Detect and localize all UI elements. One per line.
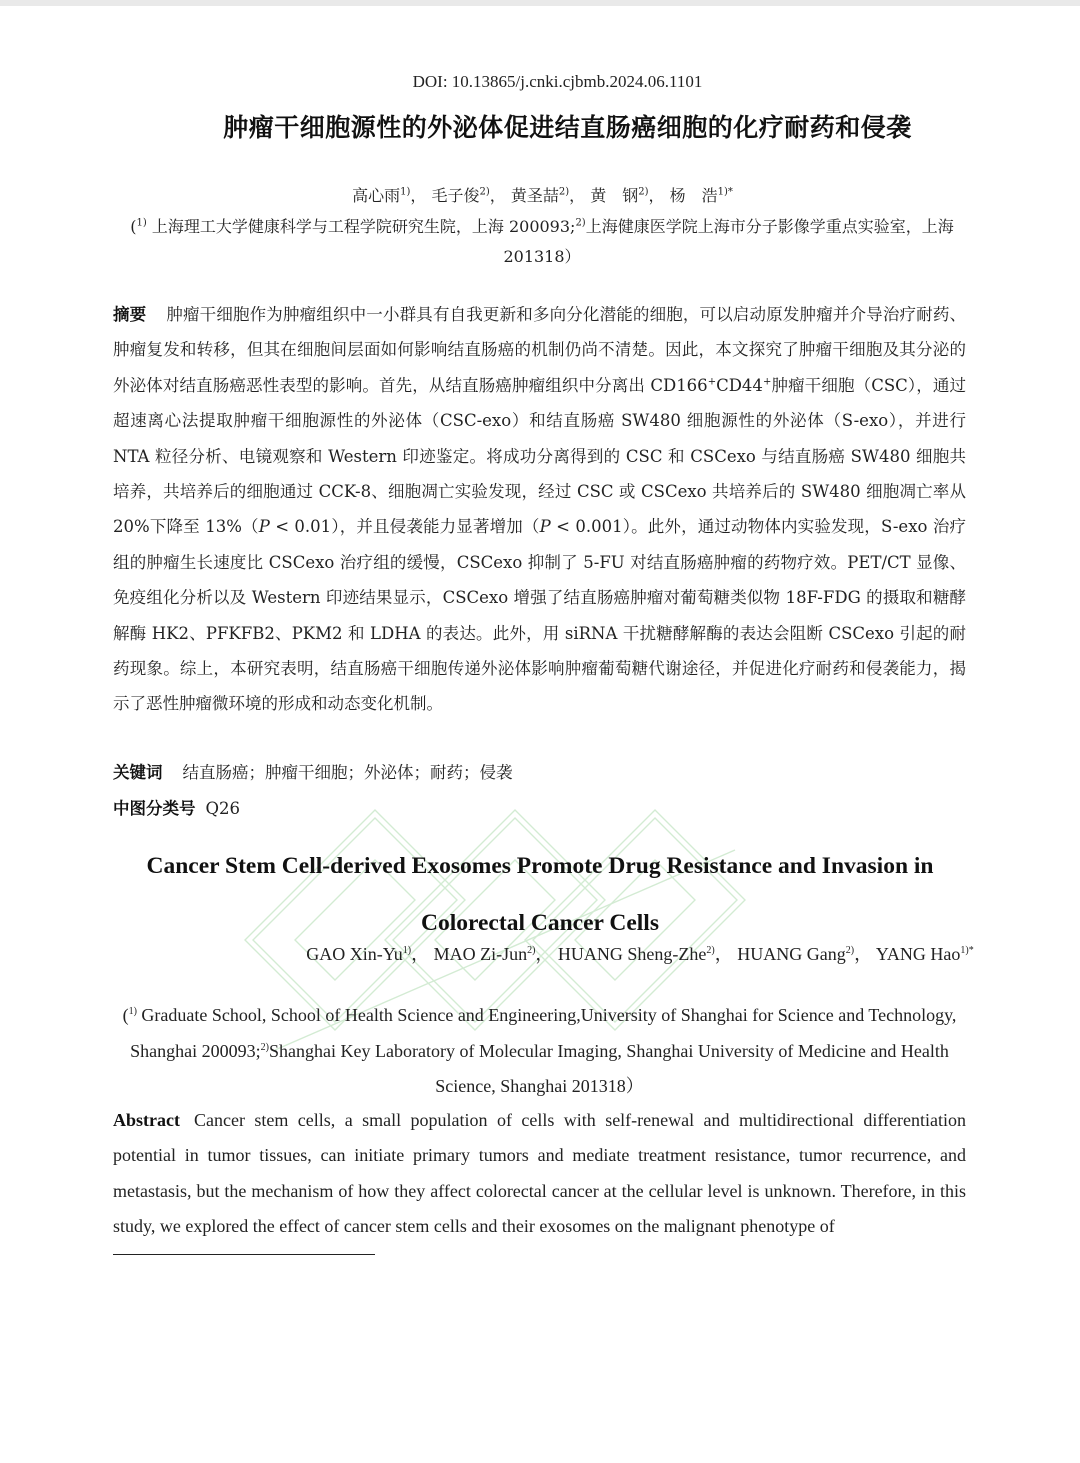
author-name: GAO Xin-Yu bbox=[306, 944, 403, 964]
italic-p: P bbox=[539, 517, 551, 537]
abstract-label: 摘要 bbox=[113, 305, 147, 324]
author-name: 高心雨 bbox=[352, 186, 401, 205]
abstract-text: CD44 bbox=[716, 375, 763, 395]
chinese-abstract bbox=[113, 297, 966, 722]
classification-number bbox=[113, 794, 966, 824]
affiliation-mark: 2) bbox=[479, 186, 490, 198]
affiliation-mark: 1) bbox=[400, 186, 411, 198]
english-affiliations bbox=[113, 998, 966, 1105]
english-title: Cancer Stem Cell-derived Exosomes Promote Drug Resistance and Invasion in Colorectal Cancer Cells bbox=[146, 853, 934, 936]
affiliation-mark: 2) bbox=[558, 186, 570, 198]
footnote-divider bbox=[113, 1254, 375, 1255]
author-name: 毛子俊 bbox=[431, 186, 480, 205]
affiliation-mark: 2) bbox=[706, 945, 715, 956]
abstract-text: 肿瘤干细胞（CSC），通过超速离心法提取肿瘤干细胞源性的外泌体（CSC-exo）和结直肠癌 SW480 细胞源性的外泌体（S-exo），并进行 NTA 粒径分析、电镜观察和 Western 印迹鉴定。将成功分离得到的 CSC 和 CSCexo 与结直肠癌 SW480 细胞共培养，共培养后的细胞通过 CCK-8、细胞凋亡实验发现，经过 CSC 或 CSCexo 共培养后的 SW480 细胞凋亡率从 20%下降至 13%（ bbox=[113, 375, 966, 537]
author-name: MAO Zi-Jun bbox=[433, 944, 528, 964]
author-name: YANG Hao bbox=[875, 944, 961, 964]
affiliation-text-2: Shanghai Key Laboratory of Molecular Imaging, Shanghai University of Medicine and Health Science, Shanghai 201318） bbox=[269, 1040, 949, 1096]
abstract-text: Cancer stem cells, a small population of cells with self-renewal and multidirectional differentiation potential in tumor tissues, can initiate primary tumors and mediate treatment resistance, tumor recurrence, and metastasis, but the mechanism of how they affect colorectal cancer at the cellular level is unknown. Therefore, in this study, we explored the effect of cancer stem cells and their exosomes on the malignant phenotype of bbox=[113, 1110, 966, 1237]
author-name: HUANG Sheng-Zhe bbox=[557, 944, 707, 964]
author-separator: ， bbox=[854, 944, 873, 964]
affiliation-mark: 1)* bbox=[717, 186, 733, 198]
keywords-label: 关键词 bbox=[113, 763, 163, 782]
affiliation-mark: 1) bbox=[402, 945, 412, 956]
abstract-text: < 0.001）。此外，通过动物体内实验发现，S-exo 治疗组的肿瘤生长速度比 CSCexo 治疗组的缓慢，CSCexo 抑制了 5-FU 对结直肠癌肿瘤的药物疗效。PET/CT 显像、免疫组化分析以及 Western 印迹结果显示，CSCexo 增强了结直肠癌肿瘤对葡萄糖类似物 18F-FDG 的摄取和糖酵解酶 HK2、PFKFB2、PKM2 和 LDHA 的表达。此外，用 siRNA 干扰糖酵解酶的表达会阻断 CSCexo 引起的耐药现象。综上，本研究表明，结直肠癌干细胞传递外泌体影响肿瘤葡萄糖代谢途径，并促进化疗耐药和侵袭能力，揭示了恶性肿瘤微环境的形成和动态变化机制。 bbox=[113, 517, 966, 714]
abstract-label: Abstract bbox=[113, 1110, 180, 1130]
english-authors bbox=[300, 939, 980, 969]
affiliation-mark: 2) bbox=[638, 186, 649, 198]
affiliation-text-2: 上海健康医学院上海市分子影像学重点实验室，上海 201318） bbox=[503, 217, 954, 266]
chinese-affiliations bbox=[122, 212, 962, 272]
author-separator: ， bbox=[535, 944, 554, 964]
affiliation-mark: 2) bbox=[527, 945, 536, 956]
author-separator: ， bbox=[714, 944, 733, 964]
keywords-text: 结直肠癌；肿瘤干细胞；外泌体；耐药；侵袭 bbox=[182, 763, 513, 782]
author-separator: ， bbox=[411, 944, 430, 964]
chinese-keywords bbox=[113, 758, 966, 788]
affiliation-mark: 2) bbox=[575, 217, 586, 229]
superscript-plus: + bbox=[762, 376, 772, 388]
affiliation-mark: 2) bbox=[845, 945, 855, 956]
affiliation-mark: 1)* bbox=[960, 945, 974, 956]
affiliation-mark: 2) bbox=[260, 1041, 270, 1053]
abstract-text: 肿瘤干细胞作为肿瘤组织中一小群具有自我更新和多向分化潜能的细胞，可以启动原发肿瘤并介导治疗耐药、肿瘤复发和转移，但其在细胞间层面如何影响结直肠癌的机制仍尚不清楚。因此，本文探究了肿瘤干细胞及其分泌的外泌体对结直肠癌恶性表型的影响。首先，从结直肠癌肿瘤组织中分离出 CD166 bbox=[113, 305, 967, 395]
classification-label: 中图分类号 bbox=[113, 799, 196, 818]
chinese-authors: 高心雨$^{1)}$， 毛子俊$^{2)}$， 黄圣喆$^{2)}$， 黄 钢$^{2)}$， 杨 浩$^{1)*}$ bbox=[352, 186, 733, 205]
italic-p: P bbox=[258, 517, 270, 537]
author-name: 黄圣喆 bbox=[510, 186, 559, 205]
affiliation-mark: 1) bbox=[136, 217, 147, 229]
author-name: 黄 钢 bbox=[590, 186, 639, 205]
viewer-top-bar bbox=[0, 0, 1080, 6]
author-name: 杨 浩 bbox=[669, 186, 718, 205]
english-abstract bbox=[113, 1103, 966, 1245]
affiliation-open-paren: ( bbox=[122, 1005, 129, 1025]
abstract-text: < 0.01），并且侵袭能力显著增加（ bbox=[269, 517, 540, 537]
affiliation-open-paren: ( bbox=[130, 217, 137, 236]
affiliation-text-1: 上海理工大学健康科学与工程学院研究生院，上海 200093; bbox=[146, 217, 576, 236]
classification-value: Q26 bbox=[205, 799, 241, 818]
affiliation-text-1: Graduate School, School of Health Science and Engineering,University of Shanghai for Science and Technology, Shanghai 200093; bbox=[130, 1005, 957, 1061]
superscript-plus: + bbox=[707, 376, 717, 388]
chinese-title: 肿瘤干细胞源性的外泌体促进结直肠癌细胞的化疗耐药和侵袭 bbox=[223, 113, 912, 142]
doi-line: DOI: 10.13865/j.cnki.cjbmb.2024.06.1101 bbox=[412, 72, 703, 91]
author-name: HUANG Gang bbox=[737, 944, 846, 964]
affiliation-mark: 1) bbox=[128, 1006, 137, 1017]
